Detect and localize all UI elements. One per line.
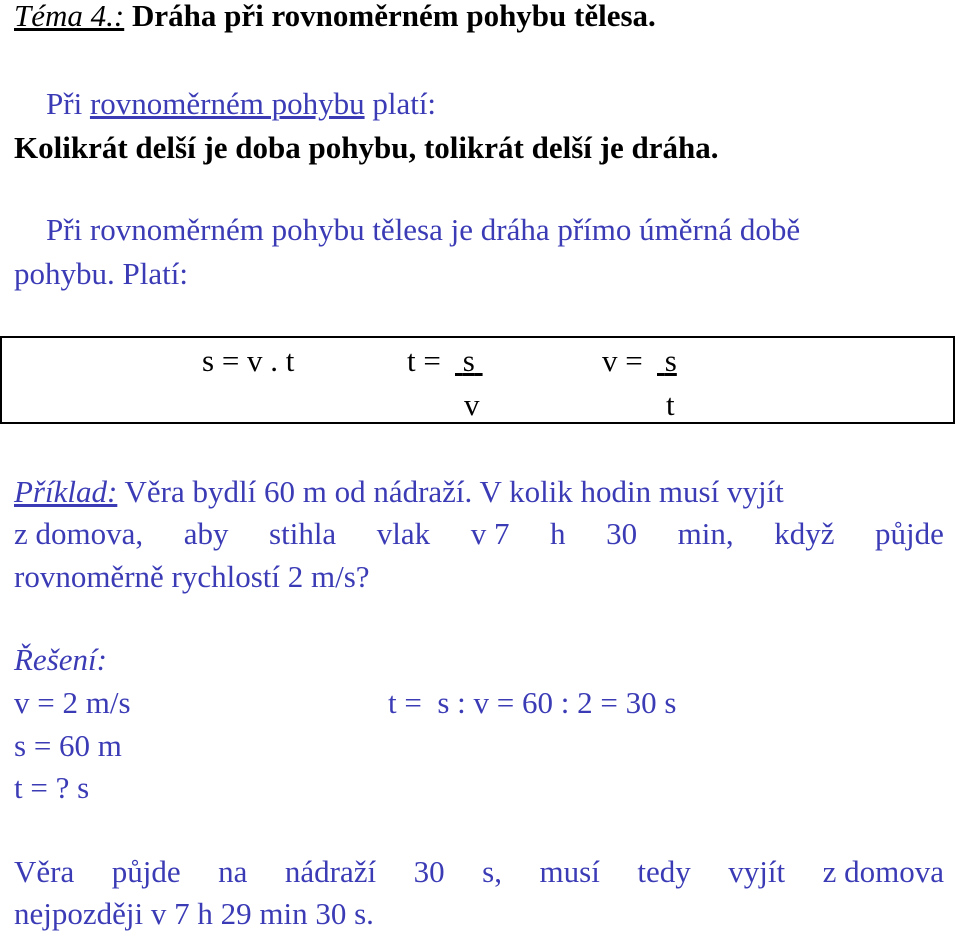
example-word: když — [774, 516, 835, 551]
example-line-3: rovnoměrně rychlostí 2 m/s? — [14, 559, 370, 594]
conclusion-line-2: nejpozději v 7 h 29 min 30 s. — [14, 896, 374, 931]
conclusion-word: s, — [482, 854, 502, 889]
solution-label: Řešení: — [14, 642, 107, 677]
example-line-1 — [14, 474, 784, 510]
page-title — [14, 0, 656, 34]
statement-line-2: pohybu. Platí: — [14, 256, 188, 291]
rule-intro — [46, 86, 436, 122]
conclusion-word: 30 — [413, 854, 445, 889]
conclusion-word: z domova — [822, 854, 944, 889]
statement-line-1: Při rovnoměrném pohybu tělesa je dráha přímo úměrná době — [46, 212, 801, 247]
solution-given-v: v = 2 m/s — [14, 685, 131, 720]
example-label: Příklad: — [14, 474, 118, 509]
formula-s: s = v . t — [202, 343, 295, 378]
conclusion-line-1 — [14, 854, 944, 890]
example-word: 30 — [606, 516, 638, 551]
conclusion-word: vyjít — [728, 854, 786, 889]
example-word: aby — [183, 516, 229, 551]
formula-t-denominator: v — [464, 387, 480, 422]
formula-v-denominator: t — [666, 387, 675, 422]
example-line-2 — [14, 516, 944, 552]
title-prefix: Téma 4.: — [14, 0, 125, 33]
rule-intro-lead: Při — [46, 86, 83, 121]
example-text-1: Věra bydlí 60 m od nádraží. V kolik hodin musí vyjít — [124, 474, 784, 509]
example-word: h — [550, 516, 566, 551]
conclusion-word: nádraží — [284, 854, 377, 889]
formula-v-left: v = — [602, 343, 643, 378]
example-word: min, — [677, 516, 734, 551]
example-word: půjde — [875, 516, 944, 551]
example-word: z domova, — [14, 516, 144, 551]
example-word: vlak — [376, 516, 431, 551]
solution-calculation: t = s : v = 60 : 2 = 30 s — [388, 685, 677, 720]
conclusion-word: tedy — [637, 854, 691, 889]
conclusion-word: na — [218, 854, 248, 889]
conclusion-word: musí — [539, 854, 600, 889]
solution-given-t: t = ? s — [14, 770, 90, 805]
formula-v-numerator: s — [664, 343, 677, 378]
rule-intro-tail: platí: — [372, 86, 437, 121]
solution-given-s: s = 60 m — [14, 728, 122, 763]
example-word: v 7 — [470, 516, 510, 551]
rule-bold: Kolikrát delší je doba pohybu, tolikrát delší je dráha. — [14, 130, 719, 165]
title-text: Dráha při rovnoměrném pohybu tělesa. — [131, 0, 656, 33]
rule-intro-link[interactable]: rovnoměrném pohybu — [89, 86, 365, 121]
conclusion-word: půjde — [111, 854, 181, 889]
formula-t-numerator: s — [462, 343, 475, 378]
conclusion-word: Věra — [14, 854, 75, 889]
formula-t-left: t = — [407, 343, 441, 378]
example-word: stihla — [269, 516, 337, 551]
